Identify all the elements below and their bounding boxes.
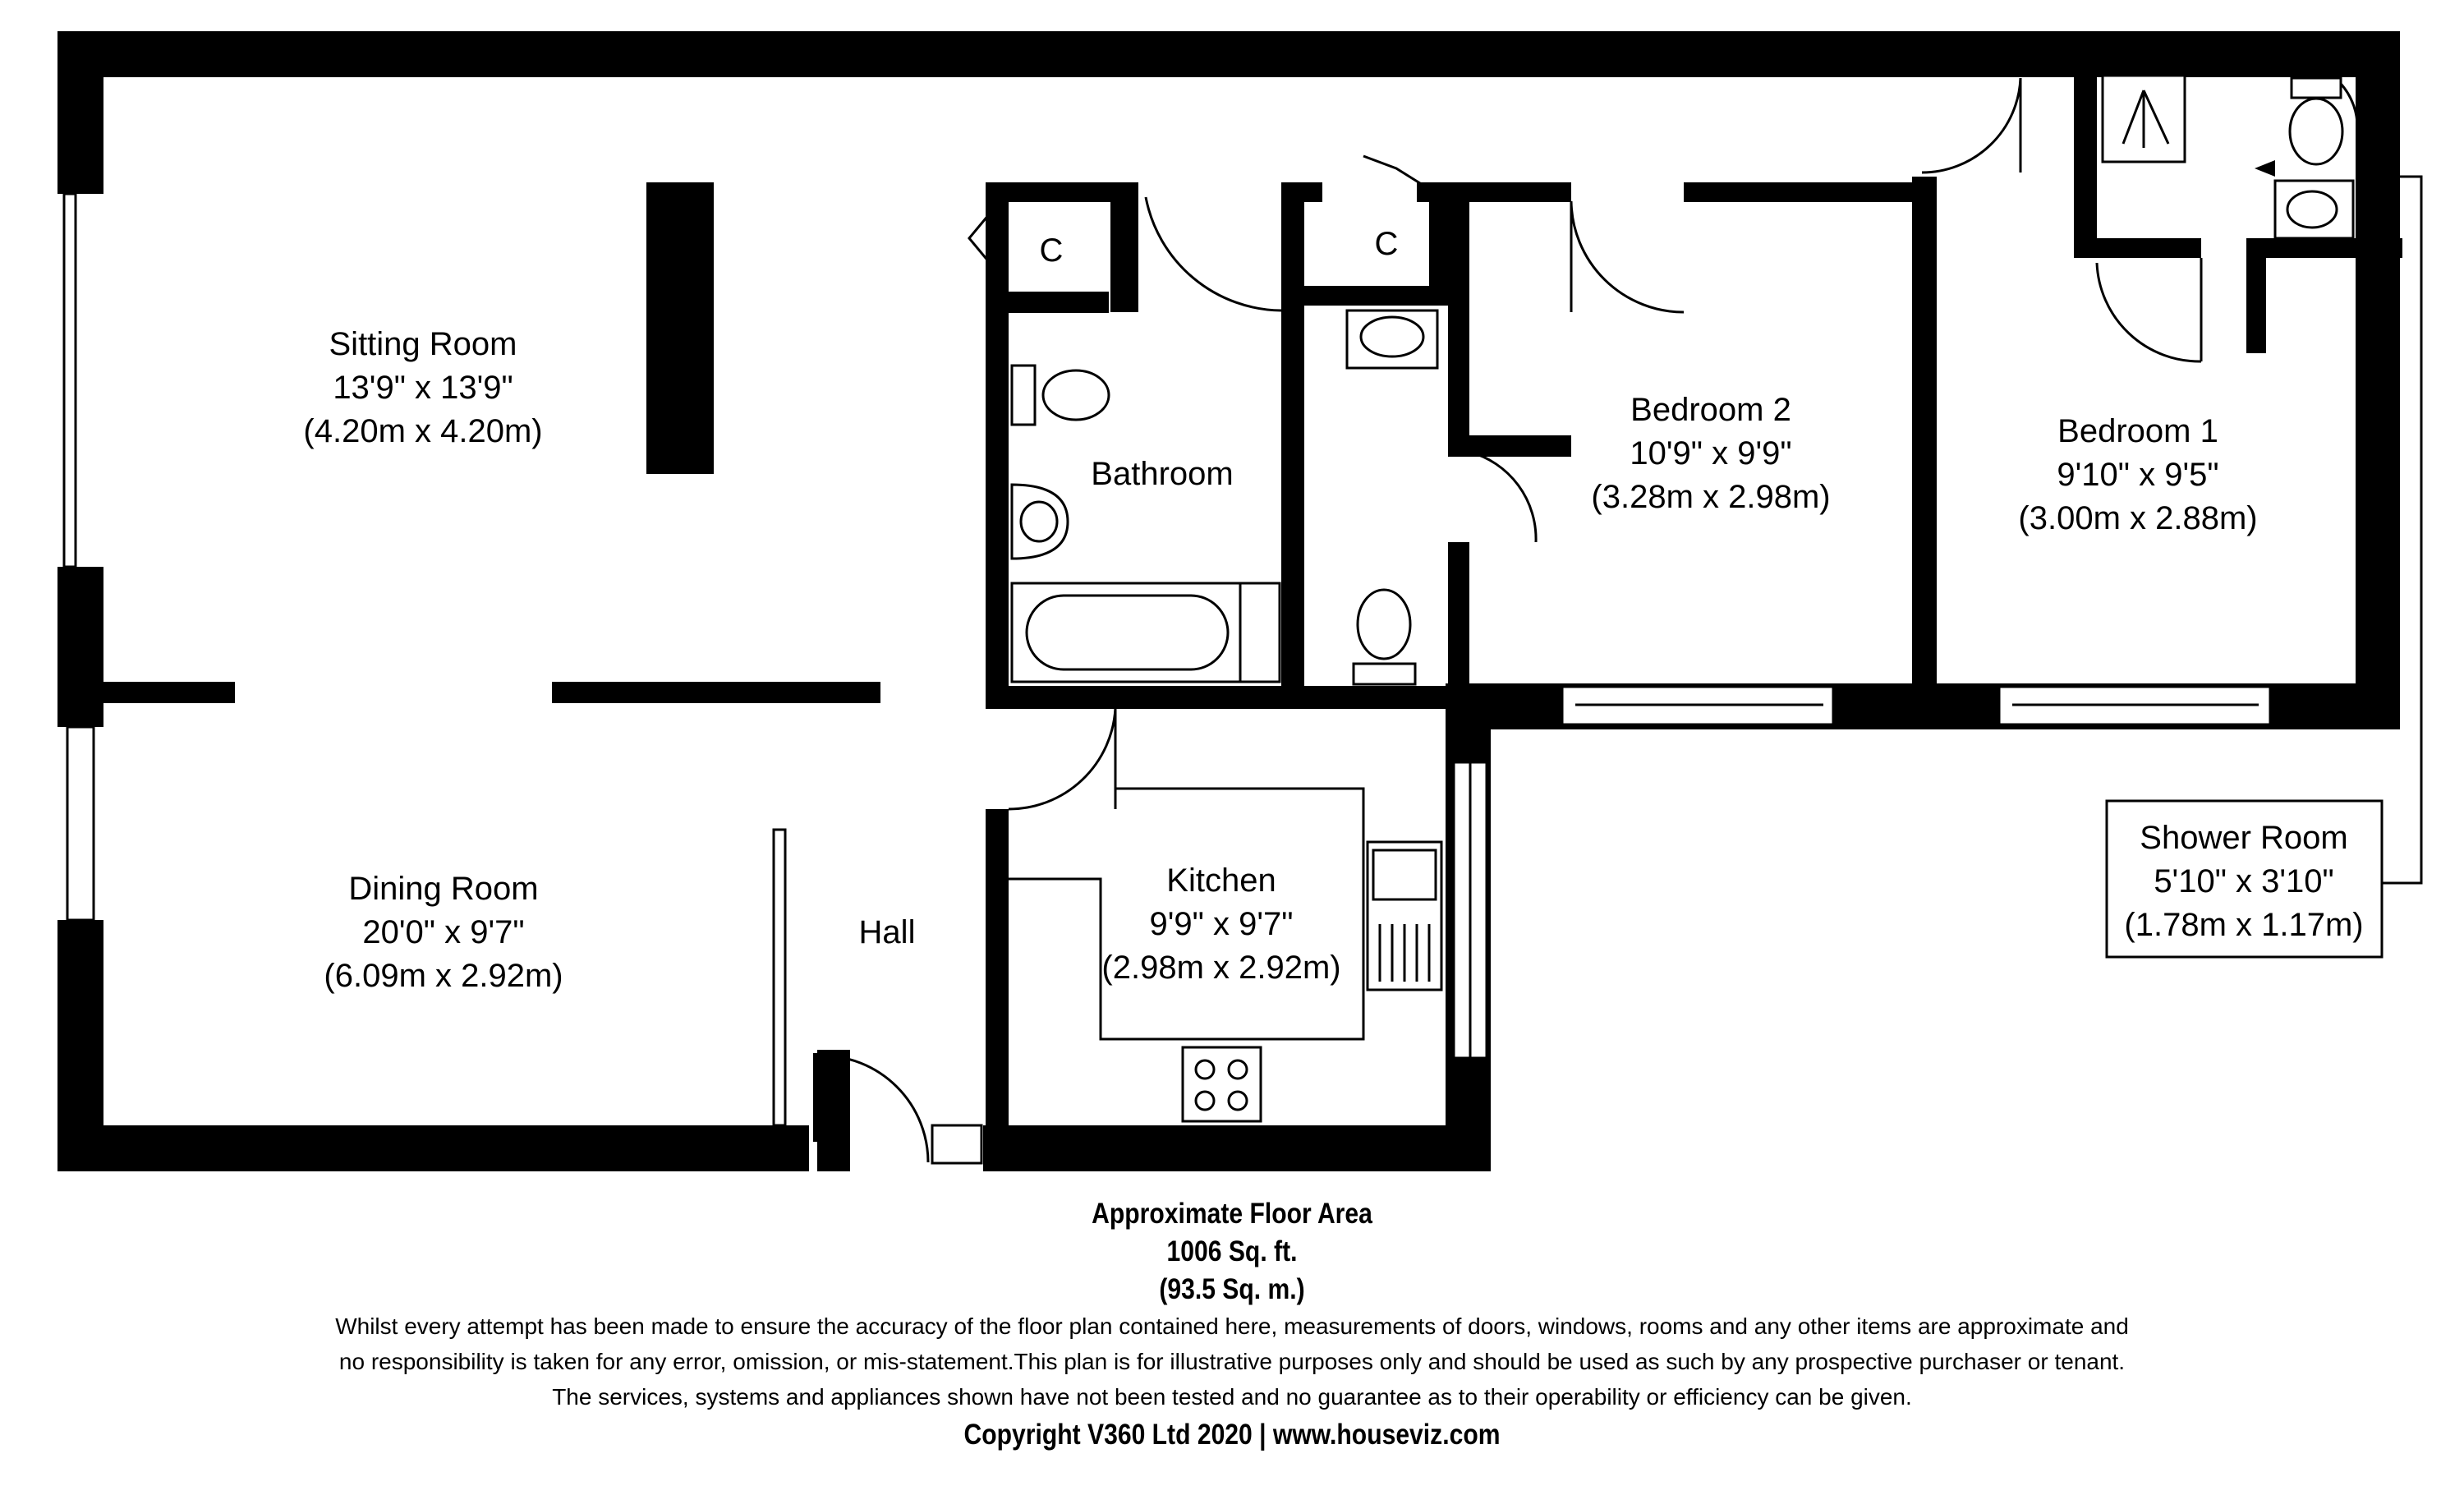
bathtub-icon: [1012, 583, 1280, 682]
sitting-room-name: Sitting Room: [329, 326, 517, 362]
dining-room-name: Dining Room: [348, 871, 539, 907]
wc-basin-icon: [1347, 310, 1437, 368]
dining-room-size-metric: (6.09m x 2.92m): [324, 958, 563, 994]
floor-area-imperial: 1006 Sq. ft.: [1166, 1235, 1298, 1267]
plan-footer: [0, 1195, 2464, 1456]
kitchen-name: Kitchen: [1166, 862, 1276, 899]
bedroom-2-size-metric: (3.28m x 2.98m): [1591, 479, 1831, 515]
cupboard-2-label: C: [1374, 226, 1399, 262]
dining-room-size-imperial: 20'0" x 9'7": [362, 914, 525, 950]
kitchen-size-metric: (2.98m x 2.92m): [1101, 950, 1341, 986]
bathroom-toilet-icon: [1012, 366, 1109, 425]
cupboard-1-label: C: [1039, 232, 1064, 269]
shower-room-name: Shower Room: [2140, 820, 2348, 856]
room-labels: [303, 226, 2382, 994]
copyright-line: Copyright V360 Ltd 2020 | www.houseviz.com: [963, 1419, 1501, 1451]
hall-name: Hall: [858, 914, 916, 950]
bedroom-2-name: Bedroom 2: [1630, 392, 1791, 428]
sitting-room-size-imperial: 13'9" x 13'9": [333, 370, 513, 406]
bathroom-basin-icon: [1012, 485, 1068, 559]
floor-area-title: Approximate Floor Area: [1092, 1198, 1372, 1230]
bedroom-1-size-metric: (3.00m x 2.88m): [2018, 500, 2258, 536]
disclaimer-line-1: Whilst every attempt has been made to ensure the accuracy of the floor plan contained here, measurements of doors, windows, rooms and any other items are approximate and: [335, 1313, 2129, 1339]
shower-room-basin-icon: [2255, 160, 2353, 238]
shower-room-size-metric: (1.78m x 1.17m): [2124, 907, 2364, 943]
kitchen-sink-icon: [1368, 842, 1441, 990]
wc-toilet-icon: [1354, 590, 1415, 684]
disclaimer-line-3: The services, systems and appliances shown have not been tested and no guarantee as to their operability or efficiency can be given.: [552, 1384, 1912, 1410]
bathroom-name: Bathroom: [1091, 456, 1234, 492]
shower-icon: [2103, 76, 2185, 162]
bedroom-1-name: Bedroom 1: [2057, 413, 2218, 449]
kitchen-size-imperial: 9'9" x 9'7": [1149, 906, 1294, 942]
shower-room-toilet-icon: [2290, 78, 2342, 164]
shower-room-size-imperial: 5'10" x 3'10": [2154, 863, 2334, 899]
floor-area-metric: (93.5 Sq. m.): [1159, 1273, 1305, 1305]
bedroom-2-size-imperial: 10'9" x 9'9": [1630, 435, 1792, 472]
sitting-room-size-metric: (4.20m x 4.20m): [303, 413, 543, 449]
bedroom-1-size-imperial: 9'10" x 9'5": [2057, 457, 2219, 493]
disclaimer-line-2: no responsibility is taken for any error, omission, or mis-statement.This plan is for illustrative purposes only and should be used as such by any prospective purchaser or tenant.: [338, 1349, 2126, 1374]
